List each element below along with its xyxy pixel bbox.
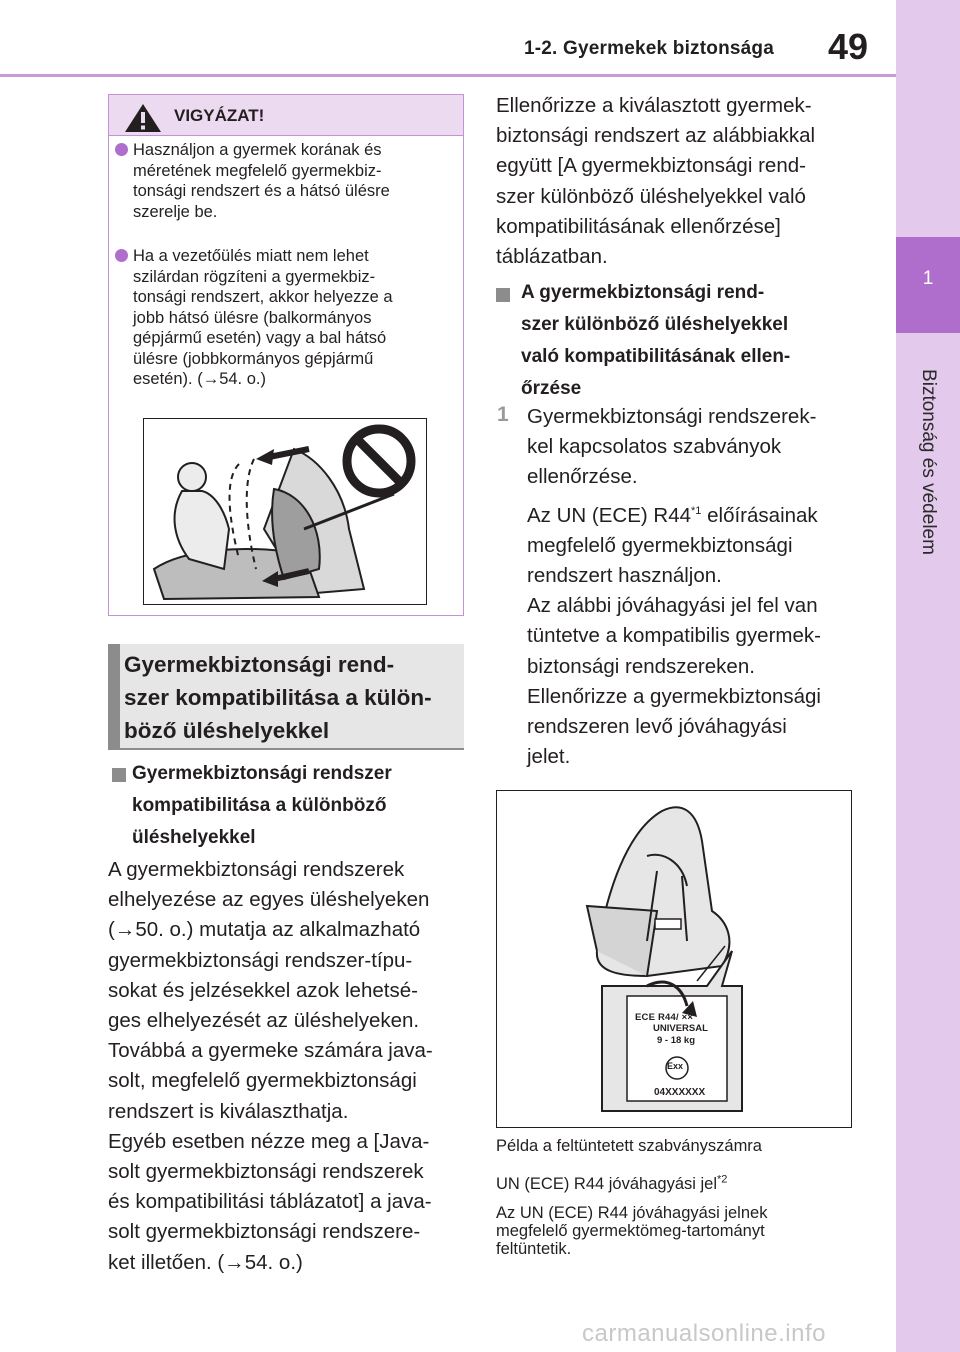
page-number: 49 xyxy=(828,26,869,67)
header-divider xyxy=(0,74,896,77)
text-line: tonsági rendszert és a hátsó ülésre xyxy=(133,182,390,200)
caption-approval-mark xyxy=(496,1175,856,1194)
footnote-marker: *1 xyxy=(691,504,702,517)
text-line: rendszeren levő jóváhagyási xyxy=(527,715,787,739)
caption-mass-range xyxy=(496,1204,856,1258)
text-line: Egyéb esetben nézze meg a [Java- xyxy=(108,1129,430,1153)
caution-item-2 xyxy=(133,246,453,390)
page-reference-link[interactable]: (→50. o.) mutatja az alkalmazható xyxy=(108,918,421,942)
chapter-number: 1 xyxy=(922,268,934,289)
right-intro-paragraph xyxy=(496,91,815,272)
label-exx: Exx xyxy=(667,1061,684,1071)
section-heading-bar xyxy=(108,644,120,750)
text-line: ellenőrzése. xyxy=(527,465,638,489)
text-line: és kompatibilitási táblázatot] a java- xyxy=(108,1190,432,1214)
text-line: való kompatibilitásának ellen- xyxy=(521,346,791,367)
text-line: sokat és jelzésekkel azok lehetsé- xyxy=(108,978,418,1002)
text-line: jelet. xyxy=(527,745,571,769)
text-line: A gyermekbiztonsági rend- xyxy=(521,282,765,303)
section-title xyxy=(124,648,464,747)
child-seat-approval-image xyxy=(497,791,850,1126)
text-line: biztonsági rendszereken. xyxy=(527,654,755,678)
text-line: ges elhelyezését az üléshelyeken. xyxy=(108,1009,420,1033)
step-1-text xyxy=(527,402,821,772)
text-line: rendszert is kiválaszthatja. xyxy=(108,1099,349,1123)
text-line: esetén). (→54. o.) xyxy=(133,370,266,388)
text-line: tüntetve a kompatibilis gyermek- xyxy=(527,624,821,648)
text-line: Használjon a gyermek korának és xyxy=(133,141,382,159)
text-line: Az alábbi jóváhagyási jel fel van xyxy=(527,594,818,618)
text-line: Ellenőrizze a kiválasztott gyermek- xyxy=(496,94,812,117)
text-line: megfelelő gyermekbiztonsági xyxy=(527,533,793,557)
text-line: rendszert használjon. xyxy=(527,564,722,588)
label-approval-code: 04XXXXXX xyxy=(654,1087,706,1098)
text-line: feltüntetik. xyxy=(496,1240,572,1258)
text-line: együtt [A gyermekbiztonsági rend- xyxy=(496,154,806,178)
text-line: böző üléshelyekkel xyxy=(124,718,330,743)
page-reference-link[interactable]: ket illetően. (→54. o.) xyxy=(108,1250,303,1274)
text-line: Gyermekbiztonsági rend- xyxy=(124,652,395,677)
text-fragment: UN (ECE) R44 jóváhagyási jel xyxy=(496,1175,718,1193)
text-line: elhelyezése az egyes üléshelyeken xyxy=(108,888,430,912)
text-line xyxy=(527,501,821,531)
side-tab-strip xyxy=(896,0,960,1352)
text-line: A gyermekbiztonsági rendszerek xyxy=(108,858,405,881)
bullet-icon xyxy=(115,143,128,156)
text-fragment: Az UN (ECE) R44 xyxy=(527,503,692,527)
text-line: szer különböző üléshelyekkel való xyxy=(496,184,806,208)
watermark: carmanualsonline.info xyxy=(582,1320,826,1347)
text-line: kompatibilitásának ellenőrzése] xyxy=(496,214,781,238)
text-line: tonsági rendszert, akkor helyezze a xyxy=(133,288,393,306)
text-line: Gyermekbiztonsági rendszerek- xyxy=(527,405,817,428)
text-line: Gyermekbiztonsági rendszer xyxy=(132,763,392,784)
text-line: üléshelyekkel xyxy=(132,827,256,848)
text-line: Ellenőrizze a gyermekbiztonsági xyxy=(527,684,821,708)
approval-label-illustration xyxy=(496,790,852,1128)
text-line: kel kapcsolatos szabványok xyxy=(527,435,782,459)
warning-triangle-icon xyxy=(123,102,163,134)
text-line: jobb hátsó ülésre (balkormányos xyxy=(133,308,372,327)
footnote-marker: *2 xyxy=(717,1173,728,1186)
label-weight-range: 9 - 18 kg xyxy=(657,1035,696,1046)
text-line: méretének megfelelő gyermekbiz- xyxy=(133,161,382,180)
label-ece-line: ECE R44/ ×× xyxy=(635,1012,694,1023)
bullet-icon xyxy=(115,249,128,262)
text-line: Az UN (ECE) R44 jóváhagyási jelnek xyxy=(496,1204,768,1222)
text-line: kompatibilitása a különböző xyxy=(132,795,387,816)
text-line: solt gyermekbiztonsági rendszere- xyxy=(108,1220,421,1244)
caution-item-1 xyxy=(133,140,453,222)
text-line: megfelelő gyermektömeg-tartományt xyxy=(496,1222,765,1240)
caption-example: Példa a feltüntetett szabványszámra xyxy=(496,1137,762,1155)
label-universal: UNIVERSAL xyxy=(653,1023,708,1034)
text-line: szilárdan rögzíteni a gyermekbiz- xyxy=(133,267,376,286)
text-line: Továbbá a gyermeke számára java- xyxy=(108,1039,433,1063)
left-subheading xyxy=(132,758,392,854)
text-line: gépjármű esetén) vagy a bal hátsó xyxy=(133,329,387,347)
text-line: szer kompatibilitása a külön- xyxy=(124,685,432,710)
text-fragment: előírásainak xyxy=(701,503,818,527)
caution-title: VIGYÁZAT! xyxy=(174,106,265,125)
subheading-square-icon xyxy=(112,768,126,782)
step-number: 1 xyxy=(497,403,509,426)
text-line: őrzése xyxy=(521,378,582,399)
text-line: ülésre (jobbkormányos gépjármű xyxy=(133,349,374,368)
text-line: táblázatban. xyxy=(496,245,608,269)
text-line: gyermekbiztonsági rendszer-típu- xyxy=(108,948,413,972)
chapter-title: Biztonság és védelem xyxy=(918,369,939,555)
prohibited-illustration xyxy=(143,418,427,605)
text-line: biztonsági rendszert az alábbiakkal xyxy=(496,124,816,148)
child-seat-front-prohibited-image xyxy=(144,419,425,603)
subheading-square-icon xyxy=(496,288,510,302)
text-line: solt, megfelelő gyermekbiztonsági xyxy=(108,1069,417,1093)
right-subheading xyxy=(521,277,790,405)
header-section-title: 1-2. Gyermekek biztonsága xyxy=(524,38,774,59)
text-line: solt gyermekbiztonsági rendszerek xyxy=(108,1160,424,1184)
section-heading-underline xyxy=(108,748,464,750)
text-line: szerelje be. xyxy=(133,202,218,221)
text-line: Ha a vezetőülés miatt nem lehet xyxy=(133,247,369,265)
left-paragraph xyxy=(108,855,433,1278)
text-line: szer különböző üléshelyekkel xyxy=(521,314,789,335)
